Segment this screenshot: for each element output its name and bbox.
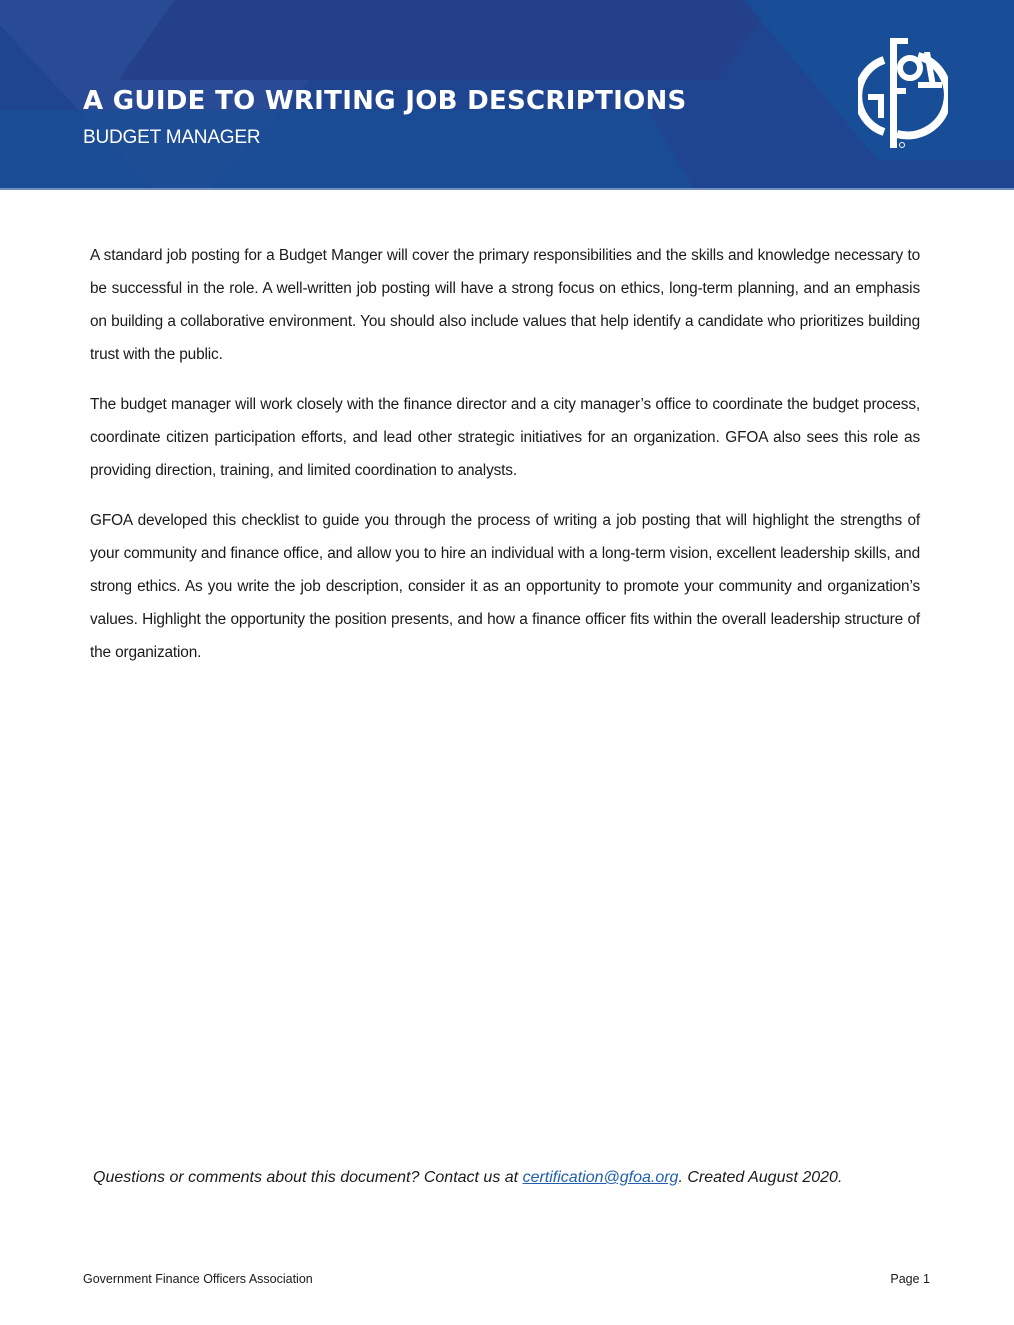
paragraph-intro: A standard job posting for a Budget Manger will cover the primary responsibilities and the skills and knowledge necessary to be successful in the role. A well-written job posting will have a strong focus on ethics, long-term planning, and an emphasis on building a collaborative environment. You should also include values that help identify a candidate who prioritizes building trust with the public. (90, 247, 920, 363)
banner-decor-band-top (118, 0, 781, 80)
document-title: A GUIDE TO WRITING JOB DESCRIPTIONS (83, 86, 687, 116)
contact-note (93, 1169, 842, 1187)
document-body (90, 239, 920, 686)
gfoa-logo-icon (858, 38, 948, 150)
document-subtitle: BUDGET MANAGER (83, 127, 261, 148)
paragraph-checklist: GFOA developed this checklist to guide you through the process of writing a job posting that will highlight the strengths of your community and finance office, and allow you to hire an individual with a long-term vision, excellent leadership skills, and strong ethics. As you write the job description, consider it as an opportunity to promote your community and organization’s values. Highlight the opportunity the position presents, and how a finance officer fits within the overall leadership structure of the organization. (90, 512, 920, 661)
banner-divider (0, 188, 1014, 190)
banner-decor-band-bottom (0, 110, 700, 189)
contact-prefix: Questions or comments about this document? Contact us at (93, 1169, 523, 1186)
paragraph-role: The budget manager will work closely with the finance director and a city manager’s office to coordinate the budget process, coordinate citizen participation efforts, and lead other strategic initiatives for an organization. GFOA also sees this role as providing direction, training, and limited coordination to analysts. (90, 396, 920, 479)
footer-page-number: Page 1 (890, 1272, 930, 1286)
contact-email-link[interactable]: certification@gfoa.org (522, 1169, 679, 1186)
footer-organization: Government Finance Officers Association (83, 1272, 313, 1286)
header-banner (0, 0, 1014, 189)
contact-suffix: . Created August 2020. (678, 1169, 843, 1186)
